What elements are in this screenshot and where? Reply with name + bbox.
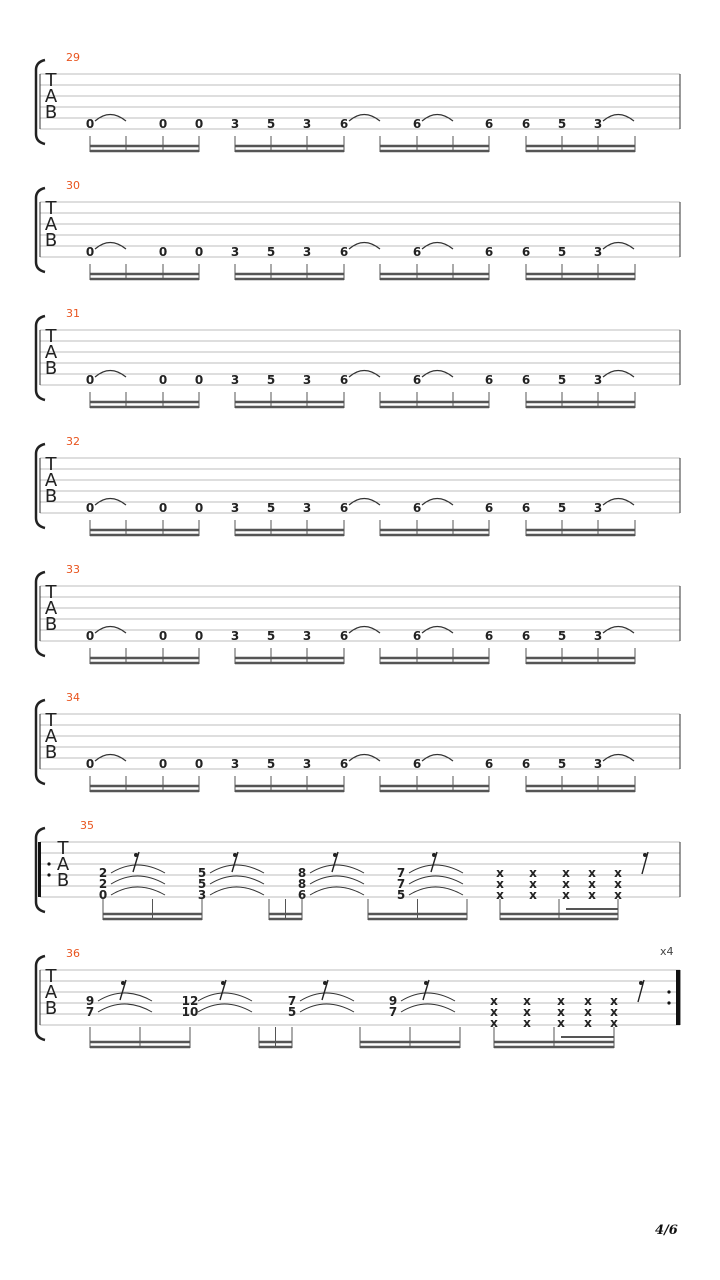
tab-staff — [36, 188, 680, 272]
fret-number: 0 — [158, 757, 168, 771]
muted-note: x — [529, 877, 537, 891]
chord-fret-number: 7 — [287, 994, 297, 1008]
repeat-dot — [47, 873, 50, 876]
fret-number: 0 — [194, 373, 204, 387]
muted-note: x — [610, 1005, 618, 1019]
chord-fret-number: 6 — [297, 888, 307, 902]
muted-note: x — [562, 866, 570, 880]
muted-note: x — [588, 866, 596, 880]
tie-arc — [401, 993, 455, 1001]
muted-note: x — [584, 994, 592, 1008]
muted-note: x — [523, 1005, 531, 1019]
fret-number: 3 — [593, 373, 603, 387]
fret-number: 6 — [484, 373, 494, 387]
fret-number: 5 — [557, 501, 567, 515]
fret-number: 0 — [194, 629, 204, 643]
fret-number: 3 — [302, 501, 312, 515]
fret-number: 3 — [302, 245, 312, 259]
rest-dot — [323, 981, 327, 985]
chord-fret-number: 0 — [98, 888, 108, 902]
muted-note: x — [490, 1005, 498, 1019]
chord-fret-number: 3 — [197, 888, 207, 902]
fret-number: 3 — [593, 629, 603, 643]
muted-note: x — [490, 994, 498, 1008]
muted-note: x — [584, 1016, 592, 1030]
chord-fret-number: 12 — [181, 994, 199, 1008]
fret-number: 5 — [557, 757, 567, 771]
chord-fret-number: 7 — [85, 1005, 95, 1019]
tab-clef-letter: A — [44, 86, 58, 107]
tab-staff — [36, 572, 680, 656]
fret-number: 6 — [521, 757, 531, 771]
measure-number: 29 — [66, 51, 80, 64]
fret-number: 3 — [302, 373, 312, 387]
chord-fret-number: 7 — [388, 1005, 398, 1019]
tie-arc — [409, 887, 463, 895]
tie-arc — [210, 887, 264, 895]
muted-note: x — [496, 866, 504, 880]
muted-note: x — [557, 994, 565, 1008]
tab-clef-letter: B — [44, 998, 58, 1019]
tab-clef-letter: A — [44, 214, 58, 235]
fret-number: 6 — [339, 629, 349, 643]
tab-clef-letter: T — [45, 454, 57, 475]
rest-dot — [121, 981, 125, 985]
muted-note: x — [523, 994, 531, 1008]
fret-number: 6 — [339, 373, 349, 387]
fret-number: 6 — [484, 757, 494, 771]
tab-clef-letter: A — [44, 982, 58, 1003]
fret-number: 0 — [85, 245, 95, 259]
muted-note: x — [529, 866, 537, 880]
tab-clef-letter: T — [45, 710, 57, 731]
measure-number: 32 — [66, 435, 80, 448]
muted-note: x — [614, 866, 622, 880]
fret-number: 6 — [484, 501, 494, 515]
rest-dot — [432, 853, 436, 857]
tie-arc — [310, 865, 364, 873]
rest-dot — [233, 853, 237, 857]
fret-number: 6 — [412, 245, 422, 259]
fret-number: 6 — [412, 117, 422, 131]
fret-number: 6 — [521, 245, 531, 259]
muted-note: x — [614, 888, 622, 902]
fret-number: 3 — [593, 117, 603, 131]
chord-fret-number: 9 — [85, 994, 95, 1008]
tie-arc — [300, 1004, 354, 1012]
tab-clef-letter: T — [45, 582, 57, 603]
chord-fret-number: 5 — [396, 888, 406, 902]
fret-number: 0 — [194, 117, 204, 131]
fret-number: 6 — [339, 117, 349, 131]
fret-number: 0 — [85, 629, 95, 643]
fret-number: 3 — [593, 757, 603, 771]
measure-number: 33 — [66, 563, 80, 576]
fret-number: 0 — [158, 629, 168, 643]
fret-number: 5 — [557, 373, 567, 387]
fret-number: 6 — [412, 373, 422, 387]
fret-number: 5 — [266, 757, 276, 771]
chord-fret-number: 10 — [181, 1005, 199, 1019]
tab-staff — [36, 60, 680, 144]
fret-number: 3 — [230, 629, 240, 643]
muted-note: x — [588, 888, 596, 902]
tab-staff — [36, 444, 680, 528]
fret-number: 5 — [266, 629, 276, 643]
fret-number: 6 — [412, 629, 422, 643]
measure-number: 34 — [66, 691, 80, 704]
tie-arc — [310, 876, 364, 884]
tie-arc — [98, 993, 152, 1001]
fret-number: 5 — [557, 629, 567, 643]
chord-fret-number: 8 — [297, 877, 307, 891]
fret-number: 0 — [158, 501, 168, 515]
fret-number: 3 — [230, 117, 240, 131]
fret-number: 5 — [557, 245, 567, 259]
fret-number: 6 — [521, 501, 531, 515]
fret-number: 5 — [266, 373, 276, 387]
tab-clef-letter: B — [44, 358, 58, 379]
tie-arc — [111, 865, 165, 873]
fret-number: 6 — [412, 757, 422, 771]
fret-number: 0 — [158, 245, 168, 259]
repeat-count-label: x4 — [660, 945, 674, 958]
tab-clef-letter: A — [44, 470, 58, 491]
fret-number: 3 — [302, 757, 312, 771]
tie-arc — [198, 993, 252, 1001]
fret-number: 5 — [266, 117, 276, 131]
chord-fret-number: 2 — [98, 877, 108, 891]
tab-clef-letter: A — [44, 342, 58, 363]
tab-staff — [36, 700, 680, 784]
tab-clef-letter: T — [57, 838, 69, 859]
fret-number: 0 — [85, 501, 95, 515]
fret-number: 6 — [521, 117, 531, 131]
repeat-dot — [667, 1001, 670, 1004]
tab-clef-letter: T — [45, 966, 57, 987]
fret-number: 6 — [484, 117, 494, 131]
measure-number: 36 — [66, 947, 80, 960]
rest-dot — [639, 981, 643, 985]
fret-number: 0 — [85, 757, 95, 771]
tab-clef-letter: A — [44, 598, 58, 619]
muted-note: x — [614, 877, 622, 891]
fret-number: 3 — [302, 629, 312, 643]
tab-clef-letter: T — [45, 70, 57, 91]
tie-arc — [210, 865, 264, 873]
fret-number: 0 — [194, 757, 204, 771]
muted-note: x — [496, 888, 504, 902]
fret-number: 3 — [593, 501, 603, 515]
chord-fret-number: 8 — [297, 866, 307, 880]
tab-clef-letter: B — [44, 486, 58, 507]
fret-number: 6 — [339, 501, 349, 515]
fret-number: 3 — [593, 245, 603, 259]
tab-clef-letter: B — [44, 230, 58, 251]
repeat-dot — [47, 862, 50, 865]
fret-number: 0 — [158, 117, 168, 131]
tie-arc — [210, 876, 264, 884]
muted-note: x — [557, 1016, 565, 1030]
tie-arc — [300, 993, 354, 1001]
fret-number: 0 — [85, 117, 95, 131]
chord-fret-number: 2 — [98, 866, 108, 880]
muted-note: x — [523, 1016, 531, 1030]
chord-fret-number: 7 — [396, 877, 406, 891]
rest-dot — [424, 981, 428, 985]
chord-fret-number: 5 — [287, 1005, 297, 1019]
fret-number: 3 — [230, 373, 240, 387]
measure-number: 35 — [80, 819, 94, 832]
muted-note: x — [562, 877, 570, 891]
tie-arc — [98, 1004, 152, 1012]
fret-number: 3 — [230, 757, 240, 771]
tie-arc — [198, 1004, 252, 1012]
muted-note: x — [496, 877, 504, 891]
rest-dot — [221, 981, 225, 985]
fret-number: 3 — [230, 245, 240, 259]
tab-clef-letter: B — [44, 102, 58, 123]
tie-arc — [409, 865, 463, 873]
rest-dot — [643, 853, 647, 857]
fret-number: 6 — [484, 629, 494, 643]
muted-note: x — [610, 994, 618, 1008]
chord-fret-number: 7 — [396, 866, 406, 880]
measure-number: 31 — [66, 307, 80, 320]
tab-clef-letter: T — [45, 326, 57, 347]
fret-number: 5 — [557, 117, 567, 131]
tab-staff — [36, 316, 680, 400]
fret-number: 0 — [194, 245, 204, 259]
rest-dot — [134, 853, 138, 857]
muted-note: x — [557, 1005, 565, 1019]
muted-note: x — [584, 1005, 592, 1019]
measure-number: 30 — [66, 179, 80, 192]
muted-note: x — [588, 877, 596, 891]
fret-number: 3 — [230, 501, 240, 515]
chord-fret-number: 5 — [197, 877, 207, 891]
chord-fret-number: 9 — [388, 994, 398, 1008]
fret-number: 6 — [521, 373, 531, 387]
fret-number: 3 — [302, 117, 312, 131]
fret-number: 0 — [194, 501, 204, 515]
fret-number: 6 — [339, 245, 349, 259]
tab-clef-letter: B — [44, 614, 58, 635]
fret-number: 0 — [158, 373, 168, 387]
repeat-end-barline — [676, 970, 680, 1025]
tab-clef-letter: T — [45, 198, 57, 219]
fret-number: 6 — [484, 245, 494, 259]
fret-number: 6 — [412, 501, 422, 515]
muted-note: x — [490, 1016, 498, 1030]
fret-number: 5 — [266, 245, 276, 259]
fret-number: 0 — [85, 373, 95, 387]
repeat-dot — [667, 990, 670, 993]
tie-arc — [111, 887, 165, 895]
tab-clef-letter: A — [44, 726, 58, 747]
tie-arc — [409, 876, 463, 884]
chord-fret-number: 5 — [197, 866, 207, 880]
fret-number: 5 — [266, 501, 276, 515]
tie-arc — [401, 1004, 455, 1012]
tab-clef-letter: A — [56, 854, 70, 875]
page-number: 4/6 — [655, 1223, 678, 1238]
rest-dot — [333, 853, 337, 857]
tie-arc — [310, 887, 364, 895]
muted-note: x — [529, 888, 537, 902]
tab-clef-letter: B — [56, 870, 70, 891]
repeat-start-barline — [38, 842, 41, 897]
muted-note: x — [610, 1016, 618, 1030]
fret-number: 6 — [521, 629, 531, 643]
muted-note: x — [562, 888, 570, 902]
tab-clef-letter: B — [44, 742, 58, 763]
tie-arc — [111, 876, 165, 884]
fret-number: 6 — [339, 757, 349, 771]
